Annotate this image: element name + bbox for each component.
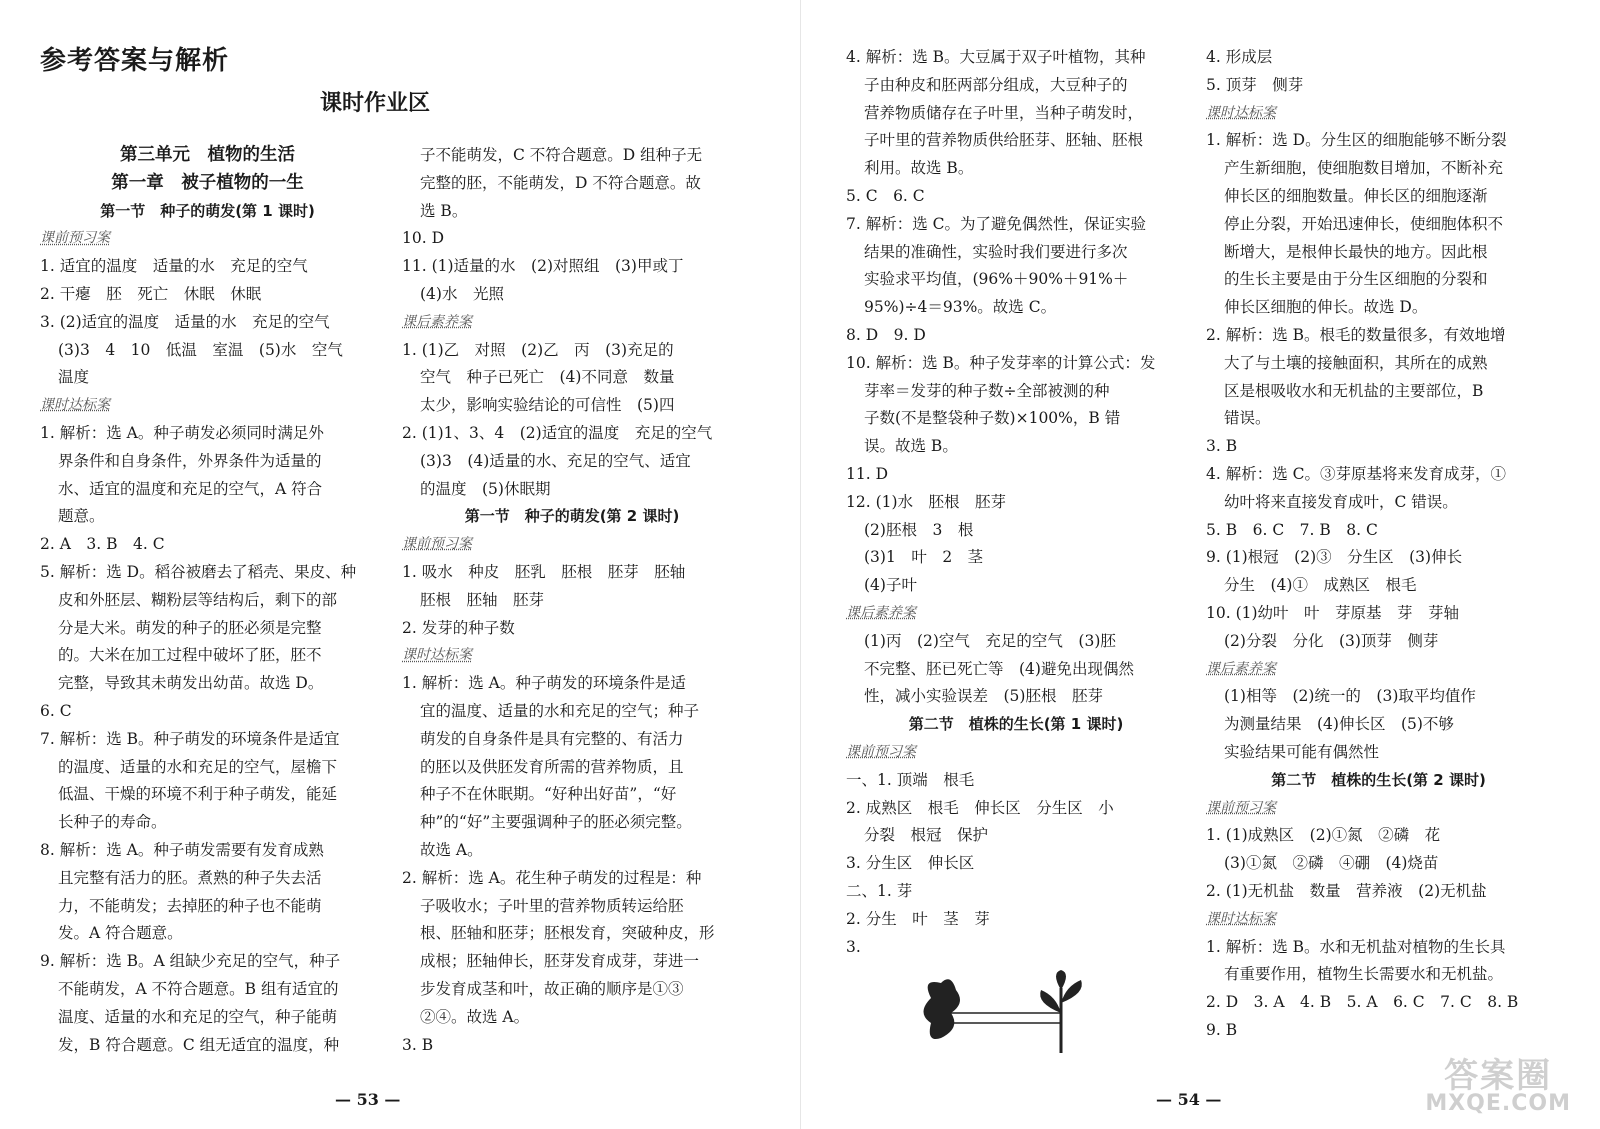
answer-line: 为测量结果 (4)伸长区 (5)不够 [1224, 715, 1454, 734]
left-column-2 [402, 142, 742, 1059]
answer-line: 1. (1)乙 对照 (2)乙 丙 (3)充足的 [402, 340, 674, 359]
answer-line: 断增大，是根伸长最快的地方。因此根 [1224, 242, 1488, 261]
answer-line: 子由种皮和胚两部分组成，大豆种子的 [864, 75, 1128, 94]
answer-line: 发。A 符合题意。 [58, 924, 183, 943]
section-label: 课前预习案 [40, 230, 110, 247]
answer-line: 有重要作用，植物生长需要水和无机盐。 [1224, 965, 1504, 984]
answer-line: 95%)÷4＝93%。故选 C。 [864, 298, 1057, 317]
answer-line: 低温、干燥的环境不利于种子萌发，能延 [58, 785, 338, 804]
answer-line: 伸长区细胞的伸长。故选 D。 [1224, 298, 1428, 317]
answer-line: (4)子叶 [864, 576, 917, 595]
answer-line: 种”的“好”主要强调种子的胚必须完整。 [420, 813, 692, 832]
answer-line: 5. B 6. C 7. B 8. C [1206, 520, 1378, 539]
answer-line: 温度、适量的水和充足的空气，种子能萌 [58, 1007, 338, 1026]
section-label: 课后素养案 [846, 604, 916, 621]
answer-line: (3)①氮 ②磷 ④硼 (4)烧苗 [1224, 854, 1439, 873]
answer-line: 结果的准确性，实验时我们要进行多次 [864, 242, 1128, 261]
answer-line: 性，减小实验误差 (5)胚根 胚芽 [864, 687, 1103, 706]
answer-line: 2. 干瘪 胚 死亡 休眠 休眠 [40, 284, 262, 303]
answer-line: 营养物质储存在子叶里，当种子萌发时， [864, 103, 1144, 122]
answer-line: (2)分裂 分化 (3)顶芽 侧芽 [1224, 631, 1439, 650]
answer-line: (2)胚根 3 根 [864, 520, 974, 539]
answer-line: (4)水 光照 [420, 284, 504, 303]
heading: 第二节 植株的生长(第 2 课时) [1271, 770, 1486, 789]
answer-line: 且完整有活力的胚。煮熟的种子失去活 [58, 868, 322, 887]
answer-line: 停止分裂，开始迅速伸长，使细胞体积不 [1224, 214, 1504, 233]
watermark [1425, 1056, 1571, 1116]
answer-line: 误。故选 B。 [864, 437, 958, 456]
answer-line: 界条件和自身条件，外界条件为适量的 [58, 451, 322, 470]
answer-line: 芽率＝发芽的种子数÷全部被测的种 [864, 381, 1110, 400]
homework-zone-title: 课时作业区 [320, 91, 431, 116]
answer-line: 空气 种子已死亡 (4)不同意 数量 [420, 368, 675, 387]
answer-line: 5. 解析：选 D。稻谷被磨去了稻壳、果皮、种 [40, 562, 357, 581]
section-label: 课时达标案 [40, 397, 110, 414]
answer-line: 利用。故选 B。 [864, 159, 974, 178]
answer-line: 的温度 (5)休眠期 [420, 479, 551, 498]
answer-line: 8. 解析：选 A。种子萌发需要有发育成熟 [40, 840, 324, 859]
heading: 第一节 种子的萌发(第 1 课时) [100, 201, 315, 220]
answer-line: 2. D 3. A 4. B 5. A 6. C 7. C 8. B [1206, 993, 1519, 1012]
answer-line: 实验求平均值，(96%＋90%＋91%＋ [864, 270, 1129, 289]
answer-line: (3)3 (4)适量的水、充足的空气、适宜 [420, 451, 691, 470]
answer-line: 4. 解析：选 C。③芽原基将来发育成芽，① [1206, 464, 1507, 483]
answer-line: 力，不能萌发；去掉胚的种子也不能萌 [58, 896, 322, 915]
right-column-2 [1206, 44, 1551, 1045]
answer-line: 2. 解析：选 A。花生种子萌发的过程是：种 [402, 868, 702, 887]
answer-line: 的。大米在加工过程中破坏了胚，胚不 [58, 646, 322, 665]
answer-line: 水、适宜的温度和充足的空气，A 符合 [58, 479, 323, 498]
heading: 第三单元 植物的生活 [120, 145, 295, 165]
section-label: 课后素养案 [402, 313, 472, 330]
section-label: 课时达标案 [402, 647, 472, 664]
answer-line: 5. 顶芽 侧芽 [1206, 75, 1304, 94]
answer-line: 子数(不是整袋种子数)×100%，B 错 [864, 409, 1121, 428]
plant-root-diagram [911, 968, 1091, 1058]
answer-line: 9. B [1206, 1020, 1238, 1039]
section-label: 课后素养案 [1206, 660, 1276, 677]
answer-line: 3. (2)适宜的温度 适量的水 充足的空气 [40, 312, 330, 331]
answer-line: 完整的胚，不能萌发，D 不符合题意。故 [420, 173, 701, 192]
answer-line: 1. (1)成熟区 (2)①氮 ②磷 花 [1206, 826, 1441, 845]
answer-line: 胚根 胚轴 胚芽 [420, 590, 545, 609]
answer-line: 3. B [1206, 437, 1238, 456]
answer-line: 伸长区的细胞数量。伸长区的细胞逐渐 [1224, 186, 1488, 205]
answer-line: 萌发的自身条件是具有完整的、有活力 [420, 729, 684, 748]
answer-line: 7. 解析：选 C。为了避免偶然性，保证实验 [846, 214, 1147, 233]
answer-line: 10. 解析：选 B。种子发芽率的计算公式：发 [846, 353, 1156, 372]
answer-line: 发，B 符合题意。C 组无适宜的温度，种 [58, 1035, 340, 1054]
watermark-top-text: 答案圈 [1444, 1056, 1553, 1096]
answer-line: 区是根吸收水和无机盐的主要部位，B [1224, 381, 1484, 400]
answer-line: 4. 解析：选 B。大豆属于双子叶植物，其种 [846, 48, 1146, 66]
answer-line: 3. B [402, 1035, 434, 1054]
answer-line: 实验结果可能有偶然性 [1224, 742, 1380, 761]
answer-line: 1. 解析：选 D。分生区的细胞能够不断分裂 [1206, 131, 1507, 150]
answer-line: 不能萌发，A 不符合题意。B 组有适宜的 [58, 979, 339, 998]
left-column-1 [40, 142, 375, 1059]
answer-line: 3. [846, 937, 861, 956]
section-label: 课时达标案 [1206, 910, 1276, 927]
answer-line: 大了与土壤的接触面积，其所在的成熟 [1224, 353, 1488, 372]
answer-line: 3. 分生区 伸长区 [846, 854, 975, 873]
page-number: — 53 — [335, 1090, 401, 1109]
section-label: 课前预习案 [846, 743, 916, 760]
answer-line: 选 B。 [420, 201, 468, 220]
answer-line: 1. 吸水 种皮 胚乳 胚根 胚芽 胚轴 [402, 562, 686, 581]
answer-line: 不完整、胚已死亡等 (4)避免出现偶然 [864, 659, 1134, 678]
answer-line: 7. 解析：选 B。种子萌发的环境条件是适宜 [40, 729, 340, 748]
answer-line: 2. A 3. B 4. C [40, 535, 165, 554]
answer-line: 子不能萌发，C 不符合题意。D 组种子无 [420, 146, 703, 164]
answer-line: 的生长主要是由于分生区细胞的分裂和 [1224, 270, 1488, 289]
page-number: — 54 — [1156, 1090, 1222, 1109]
answer-line: 2. (1)1、3、4 (2)适宜的温度 充足的空气 [402, 423, 713, 442]
answer-line: 成根；胚轴伸长，胚芽发育成芽，芽进一 [420, 952, 700, 971]
answer-line: 温度 [58, 368, 90, 387]
answer-line: 1. 适宜的温度 适量的水 充足的空气 [40, 257, 308, 276]
answer-line: 分是大米。萌发的种子的胚必须是完整 [58, 618, 322, 637]
answer-line: 分裂 根冠 保护 [864, 826, 989, 845]
answer-line: 10. D [402, 229, 445, 248]
answer-line: 6. C [40, 701, 72, 720]
answer-line: 题意。 [58, 507, 105, 526]
answer-line: 9. 解析：选 B。A 组缺少充足的空气，种子 [40, 952, 341, 971]
section-label: 课前预习案 [1206, 799, 1276, 816]
answer-line: (1)丙 (2)空气 充足的空气 (3)胚 [864, 631, 1116, 650]
answer-line: 皮和外胚层、糊粉层等结构后，剩下的部 [58, 590, 338, 609]
answer-line: 2. 解析：选 B。根毛的数量很多，有效地增 [1206, 325, 1506, 344]
answer-line: 种子不在休眠期。“好种出好苗”，“好 [420, 785, 677, 804]
answer-line: 子吸收水；子叶里的营养物质转运给胚 [420, 896, 684, 915]
heading: 第一章 被子植物的一生 [111, 172, 304, 193]
right-page [800, 0, 1600, 1129]
answer-line: 9. (1)根冠 (2)③ 分生区 (3)伸长 [1206, 548, 1463, 567]
answer-line: 1. 解析：选 B。水和无机盐对植物的生长具 [1206, 937, 1506, 956]
answer-line: 子叶里的营养物质供给胚芽、胚轴、胚根 [864, 131, 1144, 150]
answers-title: 参考答案与解析 [40, 46, 230, 76]
answer-line: 2. 分生 叶 茎 芽 [846, 909, 990, 928]
answer-line: 8. D 9. D [846, 325, 926, 344]
answer-line: 错误。 [1224, 409, 1271, 428]
answer-line: 1. 解析：选 A。种子萌发必须同时满足外 [40, 423, 324, 442]
answer-line: (3)3 4 10 低温 室温 (5)水 空气 [58, 340, 343, 359]
answer-line: 2. 成熟区 根毛 伸长区 分生区 小 [846, 798, 1114, 817]
answer-line: 分生 (4)① 成熟区 根毛 [1224, 576, 1417, 595]
answer-line: 故选 A。 [420, 840, 483, 859]
answer-line: 幼叶将来直接发育成叶，C 错误。 [1224, 492, 1458, 511]
answer-line: 一、1. 顶端 根毛 [846, 770, 975, 789]
watermark-bottom-text: MXQE.COM [1425, 1091, 1571, 1116]
answer-line: 1. 解析：选 A。种子萌发的环境条件是适 [402, 674, 686, 693]
answer-line: 二、1. 芽 [846, 881, 913, 900]
answer-line: 产生新细胞，使细胞数目增加，不断补充 [1224, 159, 1504, 178]
right-column-1 [846, 44, 1186, 961]
answer-line: 5. C 6. C [846, 186, 925, 205]
heading: 第一节 种子的萌发(第 2 课时) [464, 507, 680, 526]
answer-line: 的胚以及供胚发育所需的营养物质，且 [420, 757, 684, 776]
answer-line: ②④。故选 A。 [420, 1007, 530, 1026]
answer-line: 步发育成茎和叶，故正确的顺序是①③ [420, 979, 684, 998]
answer-line: 的温度、适量的水和充足的空气，屋檐下 [58, 757, 338, 776]
heading: 第二节 植株的生长(第 1 课时) [908, 715, 1124, 734]
answer-line: 11. D [846, 464, 889, 483]
answer-line: 宜的温度、适量的水和充足的空气；种子 [420, 701, 700, 720]
answer-line: 2. (1)无机盐 数量 营养液 (2)无机盐 [1206, 881, 1487, 900]
answer-line: 完整，导致其未萌发出幼苗。故选 D。 [58, 674, 324, 693]
answer-line: 根、胚轴和胚芽；胚根发育，突破种皮，形 [420, 924, 715, 943]
answer-line: 10. (1)幼叶 叶 芽原基 芽 芽轴 [1206, 603, 1460, 622]
answer-line: (1)相等 (2)统一的 (3)取平均值作 [1224, 687, 1476, 706]
answer-line: 12. (1)水 胚根 胚芽 [846, 492, 1007, 511]
answer-line: 太少，影响实验结论的可信性 (5)四 [420, 396, 675, 415]
answer-line: (3)1 叶 2 茎 [864, 548, 984, 567]
answer-line: 4. 形成层 [1206, 48, 1273, 66]
answer-line: 11. (1)适量的水 (2)对照组 (3)甲或丁 [402, 257, 684, 276]
section-label: 课时达标案 [1206, 104, 1276, 121]
answer-line: 长种子的寿命。 [58, 813, 167, 832]
section-label: 课前预习案 [402, 536, 472, 553]
answer-line: 2. 发芽的种子数 [402, 618, 515, 637]
